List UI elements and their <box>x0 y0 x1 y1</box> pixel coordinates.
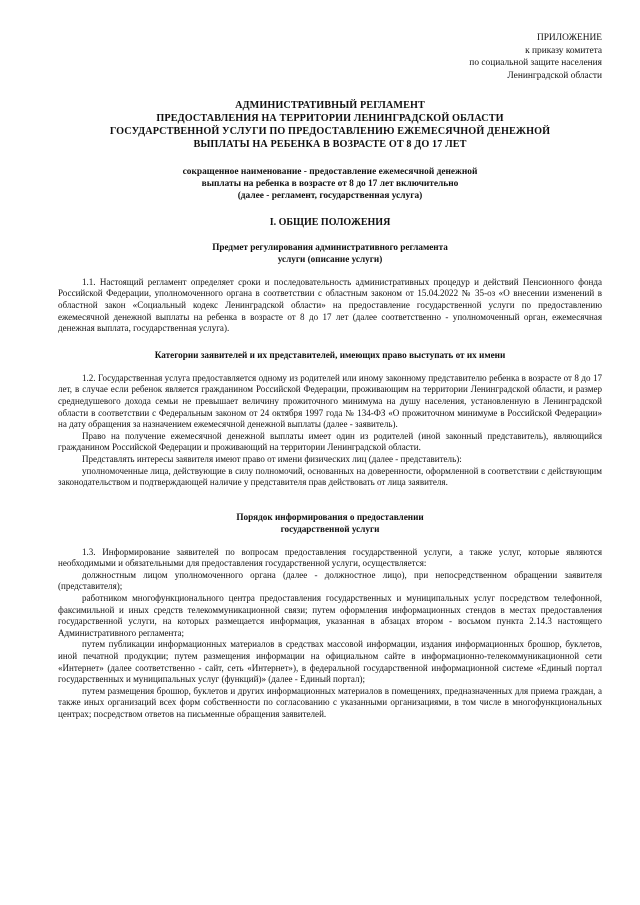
annex-block <box>388 32 602 82</box>
subhead-line: Порядок информирования о предоставлении <box>236 511 424 522</box>
info-heading <box>58 511 602 535</box>
title-line: АДМИНИСТРАТИВНЫЙ РЕГЛАМЕНТ <box>235 100 425 112</box>
annex-title: ПРИЛОЖЕНИЕ <box>536 33 602 43</box>
paragraph-brochures: путем размещения брошюр, буклетов и других информационных материалов в помещениях, предназначенных для приема граждан, а также иных организаций всех форм собственности по согласованию с указанными организациями, в том числе в многофункциональных центрах; посредством ответов на письменные обращения заявителей. <box>58 685 602 719</box>
title-line: ВЫПЛАТЫ НА РЕБЕНКА В ВОЗРАСТЕ ОТ 8 ДО 17 ЛЕТ <box>193 138 467 150</box>
paragraph-mfc: работником многофункционального центра предоставления государственных и муниципальных услуг посредством телефонной, факсимильной и иных средств телекоммуникационной связи; путем оформления информационных стендов в местах предоставления государственной услуги, на которых размещается информация, указанная в абзацах втором - восьмом пункта 2.14.3 настоящего Административного регламента; <box>58 593 602 638</box>
title-line: ГОСУДАРСТВЕННОЙ УСЛУГИ ПО ПРЕДОСТАВЛЕНИЮ ЕЖЕМЕСЯЧНОЙ ДЕНЕЖНОЙ <box>109 125 551 137</box>
applicants-heading: Категории заявителей и их представителей, имеющих право выступать от их имени <box>154 349 506 360</box>
subhead-line: услуги (описание услуги) <box>277 253 383 264</box>
subhead-line: Предмет регулирования административного регламента <box>212 241 448 252</box>
paragraph-1-2: 1.2. Государственная услуга предоставляется одному из родителей или иному законному представителю ребенка в возрасте от 8 до 17 лет, в случае если ребенок является гражданином Российской Федерации, проживающим на территории Ленинградской области, и размер среднедушевого дохода семьи не превышает величину прожиточного минимума на душу населения, установленную в Ленинградской области в соответствии с Федеральным законом от 24 октября 1997 года № 134-ФЗ «О прожиточном минимуме в Российской Федерации» на дату обращения за назначением ежемесячной денежной выплаты (далее - заявитель). <box>58 372 602 430</box>
document-title <box>58 100 602 151</box>
annex-line: к приказу комитета <box>525 45 602 56</box>
short-name-line: сокращенное наименование - предоставление ежемесячной денежной <box>182 166 478 177</box>
subhead-line: государственной услуги <box>280 523 380 534</box>
paragraph-official: должностным лицом уполномоченного органа (далее - должностное лицо), при непосредственном обращении заявителя (представителя); <box>58 569 602 592</box>
paragraph-1-3: 1.3. Информирование заявителей по вопросам предоставления государственной услуги, а также услуг, которые являются необходимыми и обязательными для предоставления государственной услуги, осуществляется: <box>58 546 602 569</box>
title-line: ПРЕДОСТАВЛЕНИЯ НА ТЕРРИТОРИИ ЛЕНИНГРАДСКОЙ ОБЛАСТИ <box>156 113 504 125</box>
paragraph-represent: Представлять интересы заявителя имеют право от имени физических лиц (далее - представитель): <box>82 453 462 464</box>
paragraph-authorized: уполномоченные лица, действующие в силу полномочий, основанных на доверенности, оформленной в соответствии с действующим законодательством и подтверждающей наличие у представителя прав действовать от лица заявителя. <box>58 465 602 488</box>
section-heading: I. ОБЩИЕ ПОЛОЖЕНИЯ <box>269 216 391 228</box>
annex-line: по социальной защите населения <box>469 58 602 69</box>
paragraph-right: Право на получение ежемесячной денежной выплаты имеет один из родителей (иной законный представитель), являющийся гражданином Российской Федерации и проживающий на территории Ленинградской области. <box>58 430 602 453</box>
subject-heading <box>58 241 602 265</box>
annex-line: Ленинградской области <box>507 70 602 81</box>
paragraph-media: путем публикации информационных материалов в средствах массовой информации, издания информационных брошюр, буклетов, иной печатной продукции; путем размещения информации на официальном сайте в информационно-телекоммуникационной сети «Интернет» (далее соответственно - сайт, сеть «Интернет»), в федеральной государственной информационной системе «Единый портал государственных и муниципальных услуг (функций)» (далее - Единый портал); <box>58 639 602 685</box>
paragraph-1-1: 1.1. Настоящий регламент определяет сроки и последовательность административных процедур и действий Пенсионного фонда Российской Федерации, уполномоченного органа в соответствии с областным законом от 15.04.2022 № 35-оз «О внесении изменений в областной закон «Социальный кодекс Ленинградской области» на предоставление государственной услуги по предоставлению ежемесячной денежной выплаты на ребенка в возрасте от 8 до 17 лет (далее соответственно - уполномоченный орган, ежемесячная денежная выплата, государственная услуга). <box>58 276 602 334</box>
short-name-line: выплаты на ребенка в возрасте от 8 до 17 лет включительно <box>201 178 459 189</box>
short-name-block <box>58 166 602 203</box>
short-name-line: (далее - регламент, государственная услуга) <box>237 191 423 202</box>
